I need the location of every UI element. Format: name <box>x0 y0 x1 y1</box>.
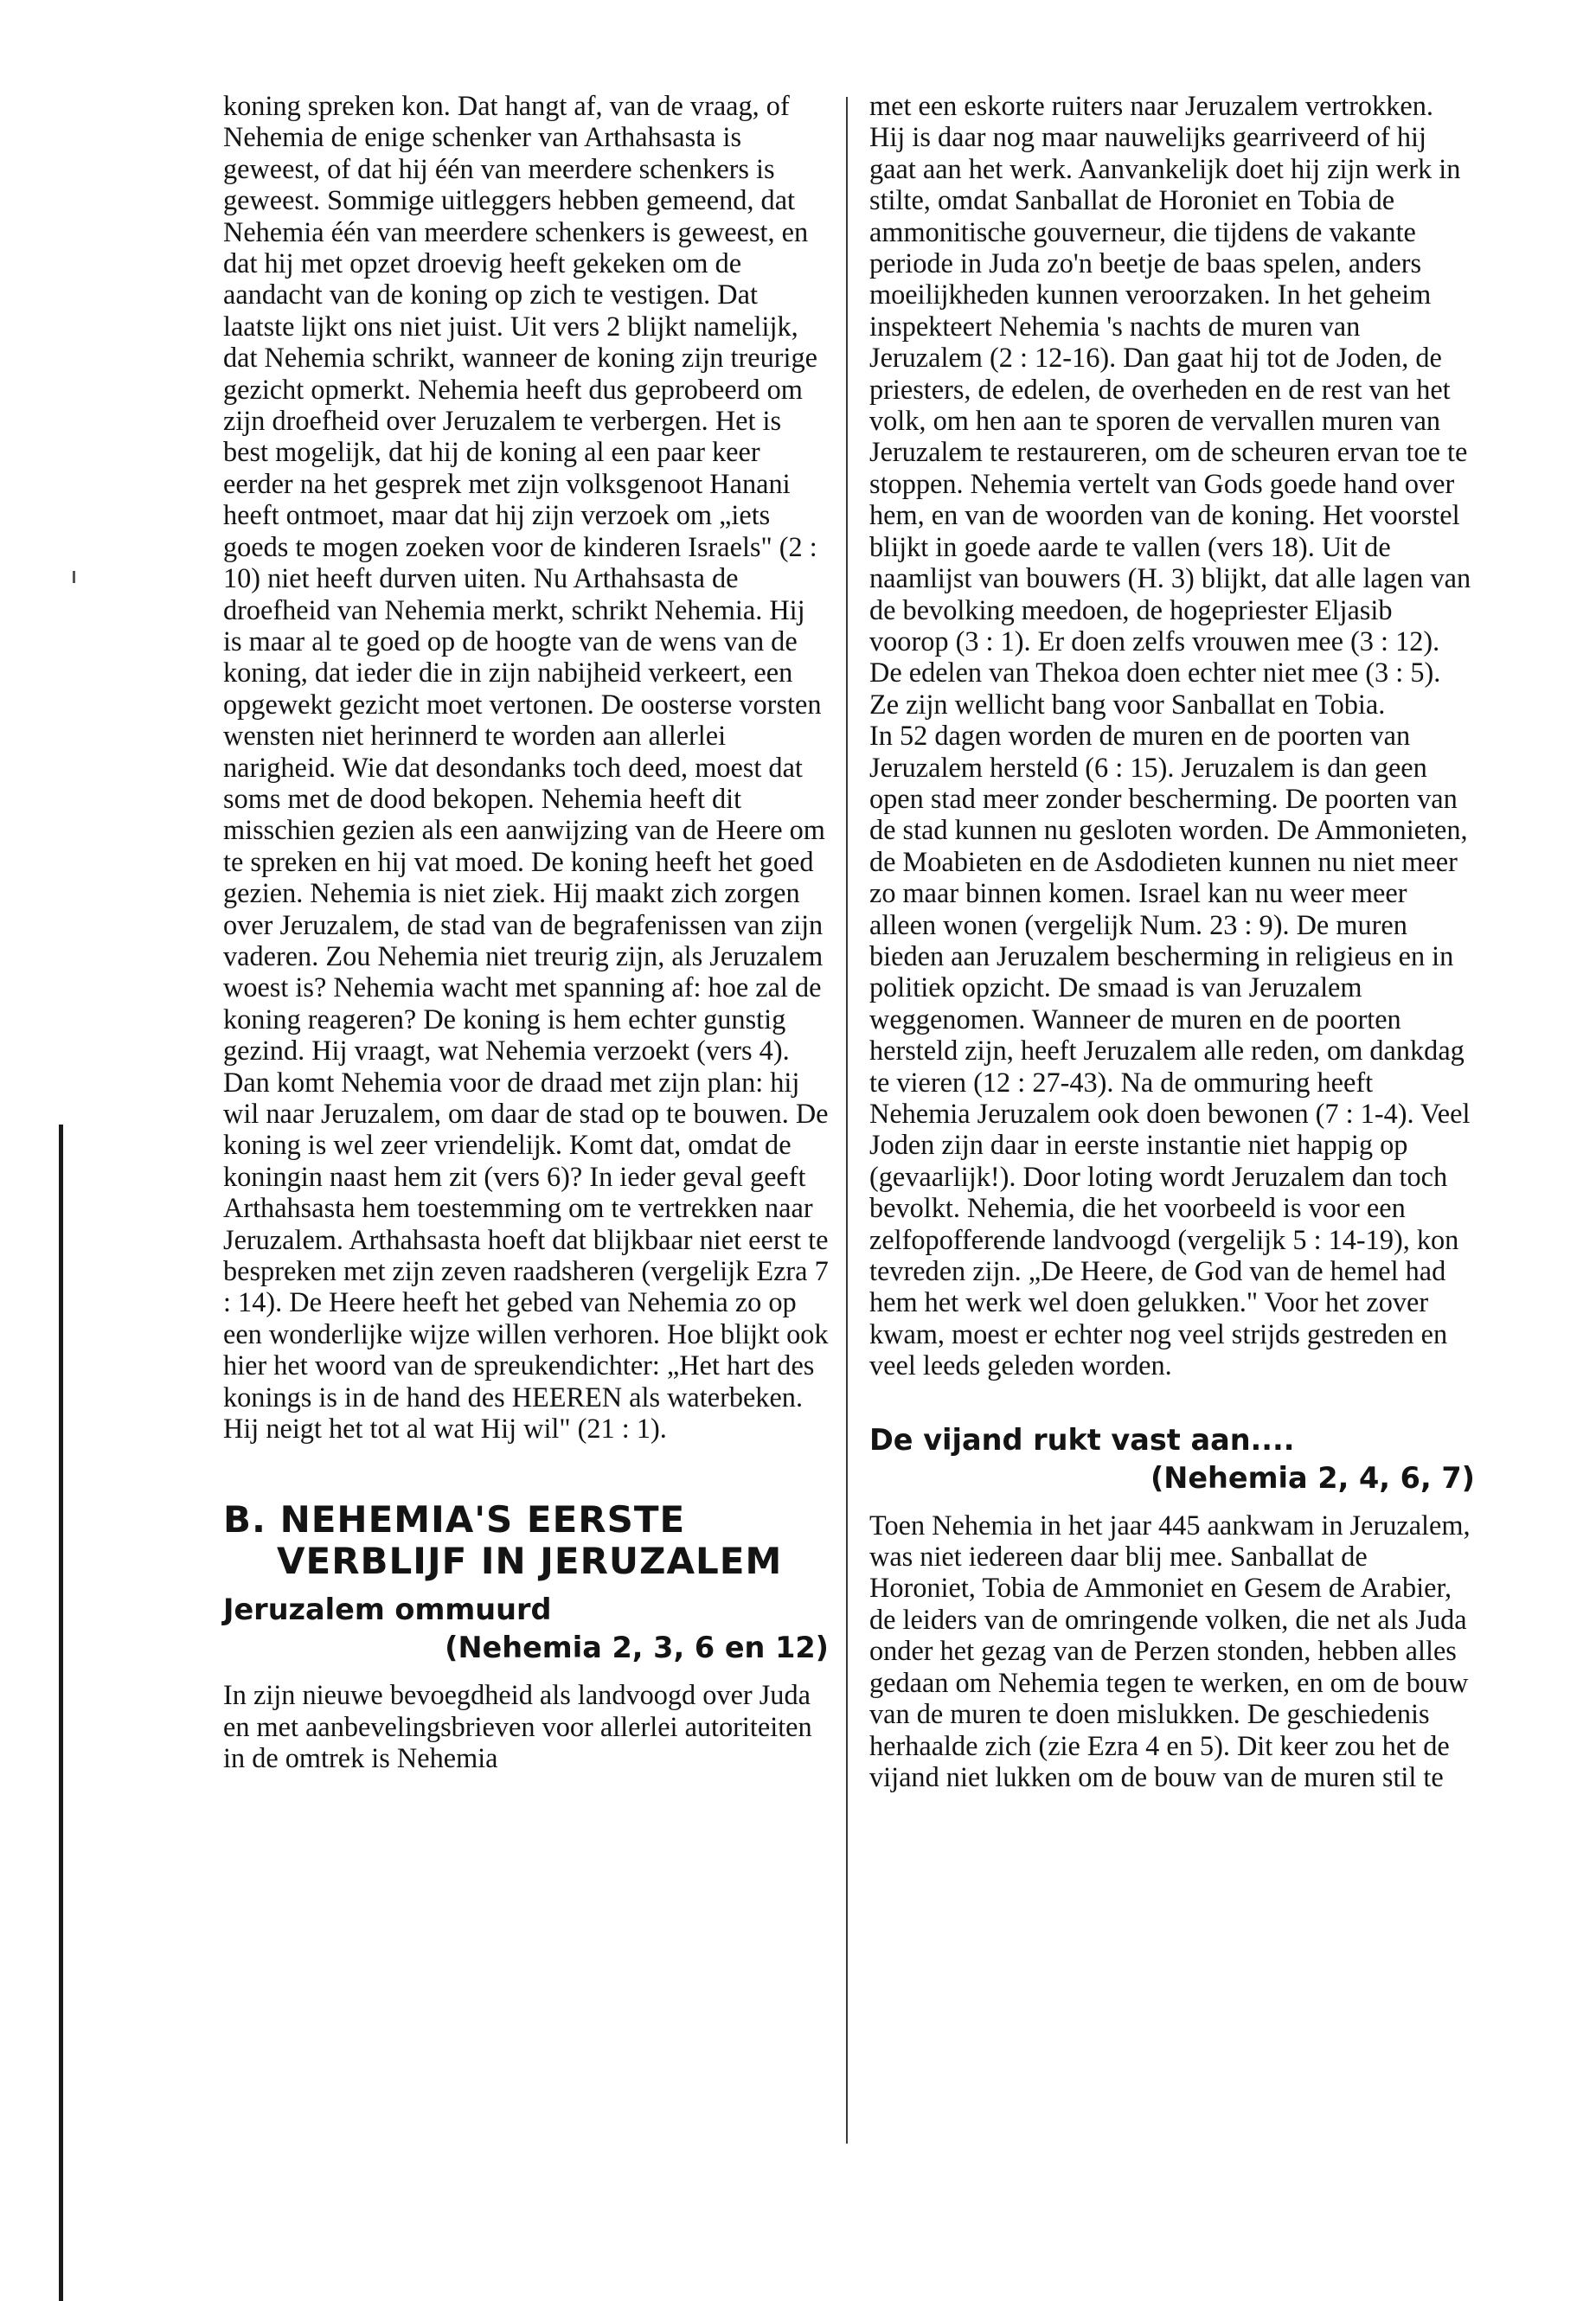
section-heading-line-2: VERBLIJF IN JERUZALEM <box>277 1540 783 1583</box>
subheading-title: Jeruzalem ommuurd <box>223 1593 552 1627</box>
scan-mark <box>73 571 75 583</box>
right-column <box>869 90 1475 1792</box>
subheading-reference: (Nehemia 2, 4, 6, 7) <box>1150 1460 1475 1495</box>
subheading-reference: (Nehemia 2, 3, 6 en 12) <box>445 1631 829 1665</box>
left-paragraph-2: In zijn nieuwe bevoegdheid als landvoogd over Juda en met aanbevelingsbrieven voor allerlei autoriteiten in de omtrek is Nehemia <box>223 1679 812 1774</box>
section-heading <box>223 1499 829 1582</box>
subheading-jeruzalem-ommuurd <box>223 1591 829 1667</box>
right-paragraph-2: In 52 dagen worden de muren en de poorten van Jeruzalem hersteld (6 : 15). Jeruzalem is dan geen open stad meer zonder bescherming. De poorten van de stad kunnen nu gesloten worden. De Ammonieten, de Moabieten en de Asdodieten kunnen nu niet meer zo maar binnen komen. Israel kan nu weer meer alleen wonen (vergelijk Num. 23 : 9). De muren bieden aan Jeruzalem bescherming in religieus en in politiek opzicht. De smaad is van Jeruzalem weggenomen. Wanneer de muren en de poorten hersteld zijn, heeft Jeruzalem alle reden, om dankdag te vieren (12 : 27-43). Na de ommuring heeft Nehemia Jeruzalem ook doen bewonen (7 : 1-4). Veel Joden zijn daar in eerste instantie niet happig op (gevaarlijk!). Door loting wordt Jeruzalem dan toch bevolkt. Nehemia, die het voorbeeld is voor een zelfopofferende landvoogd (vergelijk 5 : 14-19), kon tevreden zijn. „De Heere, de God van de hemel had hem het werk wel doen gelukken." Voor het zover kwam, moest er echter nog veel strijds gestreden en veel leeds geleden worden. <box>869 720 1471 1381</box>
subheading-title: De vijand rukt vast aan.... <box>869 1422 1295 1457</box>
subheading-vijand-rukt-aan <box>869 1421 1475 1497</box>
right-paragraph-1: met een eskorte ruiters naar Jeruzalem vertrokken. Hij is daar nog maar nauwelijks gearriveerd of hij gaat aan het werk. Aanvankelijk doet hij zijn werk in stilte, omdat Sanballat de Horoniet en Tobia de ammonitische gouverneur, die tijdens de vakante periode in Juda zo'n beetje de baas spelen, anders moeilijkheden kunnen veroorzaken. In het geheim inspekteert Nehemia 's nachts de muren van Jeruzalem (2 : 12-16). Dan gaat hij tot de Joden, de priesters, de edelen, de overheden en de rest van het volk, om hen aan te sporen de vervallen muren van Jeruzalem te restaureren, om de scheuren ervan toe te stoppen. Nehemia vertelt van Gods goede hand over hem, en van de woorden van de koning. Het voorstel blijkt in goede aarde te vallen (vers 18). Uit de naamlijst van bouwers (H. 3) blijkt, dat alle lagen van de bevolking meedoen, de hogepriester Eljasib voorop (3 : 1). Er doen zelfs vrouwen mee (3 : 12). De edelen van Thekoa doen echter niet mee (3 : 5). Ze zijn wellicht bang voor Sanballat en Tobia. <box>869 90 1471 720</box>
right-paragraph-3: Toen Nehemia in het jaar 445 aankwam in Jeruzalem, was niet iedereen daar blij mee. Sanballat de Horoniet, Tobia de Ammoniet en Gesem de Arabier, de leiders van de omringende volken, die net als Juda onder het gezag van de Perzen stonden, hebben alles gedaan om Nehemia tegen te werken, en om de bouw van de muren te doen mislukken. De geschiedenis herhaalde zich (zie Ezra 4 en 5). Dit keer zou het de vijand niet lukken om de bouw van de muren stil te <box>869 1509 1471 1792</box>
column-divider <box>846 97 848 2144</box>
scan-page-edge <box>59 1125 63 2301</box>
section-heading-line-1: B. NEHEMIA'S EERSTE <box>223 1498 686 1541</box>
left-column <box>223 90 829 1774</box>
left-paragraph-1: koning spreken kon. Dat hangt af, van de vraag, of Nehemia de enige schenker van Arthahsasta is geweest, of dat hij één van meerdere schenkers is geweest. Sommige uitleggers hebben gemeend, dat Nehemia één van meerdere schenkers is geweest, en dat hij met opzet droevig heeft gekeken om de aandacht van de koning op zich te vestigen. Dat laatste lijkt ons niet juist. Uit vers 2 blijkt namelijk, dat Nehemia schrikt, wanneer de koning zijn treurige gezicht opmerkt. Nehemia heeft dus geprobeerd om zijn droefheid over Jeruzalem te verbergen. Het is best mogelijk, dat hij de koning al een paar keer eerder na het gesprek met zijn volksgenoot Hanani heeft ontmoet, maar dat hij zijn verzoek om „iets goeds te mogen zoeken voor de kinderen Israels" (2 : 10) niet heeft durven uiten. Nu Arthahsasta de droefheid van Nehemia merkt, schrikt Nehemia. Hij is maar al te goed op de hoogte van de wens van de koning, dat ieder die in zijn nabijheid verkeert, een opgewekt gezicht moet vertonen. De oosterse vorsten wensten niet herinnerd te worden aan allerlei narigheid. Wie dat desondanks toch deed, moest dat soms met de dood bekopen. Nehemia heeft dit misschien gezien als een aanwijzing van de Heere om te spreken en hij vat moed. De koning heeft het goed gezien. Nehemia is niet ziek. Hij maakt zich zorgen over Jeruzalem, de stad van de begrafenissen van zijn vaderen. Zou Nehemia niet treurig zijn, als Jeruzalem woest is? Nehemia wacht met spanning af: hoe zal de koning reageren? De koning is hem echter gunstig gezind. Hij vraagt, wat Nehemia verzoekt (vers 4). Dan komt Nehemia voor de draad met zijn plan: hij wil naar Jeruzalem, om daar de stad op te bouwen. De koning is wel zeer vriendelijk. Komt dat, omdat de koningin naast hem zit (vers 6)? In ieder geval geeft Arthahsasta hem toestemming om te vertrekken naar Jeruzalem. Arthahsasta hoeft dat blijkbaar niet eerst te bespreken met zijn zeven raadsheren (vergelijk Ezra 7 : 14). De Heere heeft het gebed van Nehemia zo op een wonderlijke wijze willen verhoren. Hoe blijkt ook hier het woord van de spreukendichter: „Het hart des konings is in de hand des HEEREN als waterbeken. Hij neigt het tot al wat Hij wil" (21 : 1). <box>223 90 829 1445</box>
